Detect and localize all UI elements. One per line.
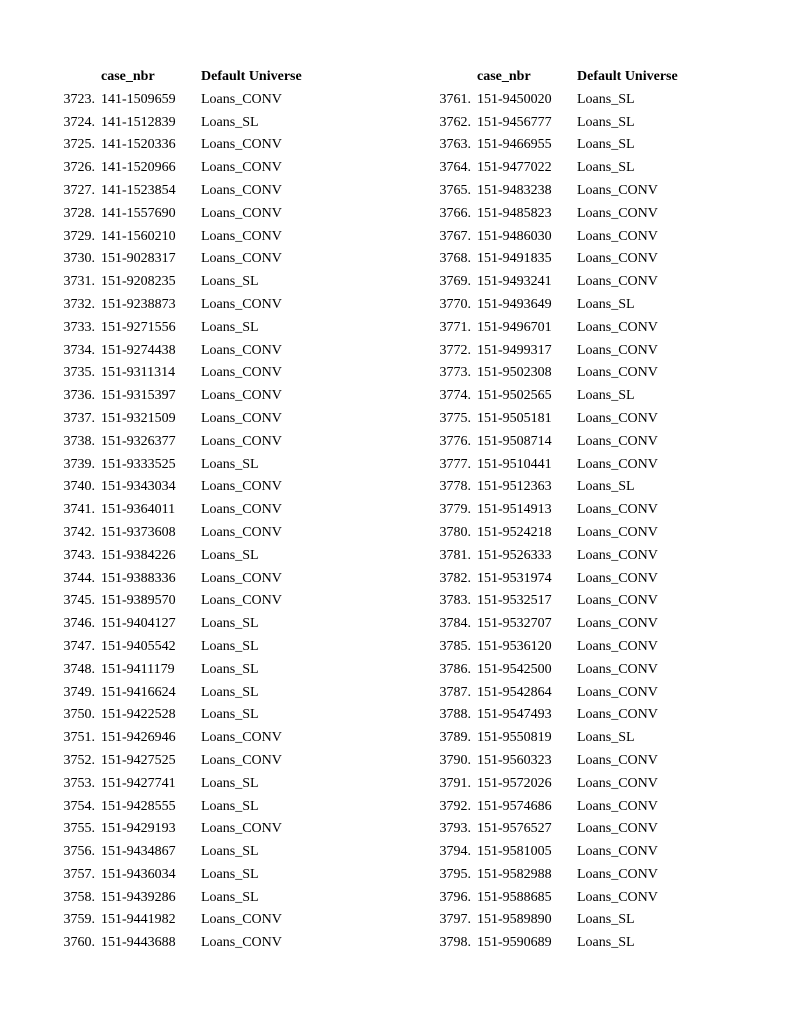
universe-cell: Loans_SL bbox=[201, 775, 259, 791]
case-nbr-cell: 151-9532707 bbox=[477, 616, 552, 632]
row-number: 3755. bbox=[63, 821, 95, 837]
case-nbr-cell: 151-9483238 bbox=[477, 182, 552, 198]
case-nbr-cell: 151-9526333 bbox=[477, 547, 552, 563]
universe-cell: Loans_CONV bbox=[201, 912, 282, 928]
row-number: 3790. bbox=[439, 752, 471, 768]
row-number: 3753. bbox=[63, 775, 95, 791]
universe-cell: Loans_CONV bbox=[201, 479, 282, 495]
universe-header: Default Universe bbox=[577, 69, 678, 84]
universe-cell: Loans_CONV bbox=[577, 866, 658, 882]
universe-cell: Loans_CONV bbox=[577, 775, 658, 791]
case-nbr-cell: 151-9343034 bbox=[101, 479, 176, 495]
universe-cell: Loans_CONV bbox=[201, 410, 282, 426]
universe-cell: Loans_CONV bbox=[577, 821, 658, 837]
universe-cell: Loans_SL bbox=[577, 730, 635, 746]
case-nbr-cell: 151-9429193 bbox=[101, 821, 176, 837]
case-nbr-cell: 151-9439286 bbox=[101, 889, 176, 905]
case-nbr-cell: 151-9582988 bbox=[477, 866, 552, 882]
universe-cell: Loans_SL bbox=[201, 661, 259, 677]
row-number: 3766. bbox=[439, 205, 471, 221]
row-number: 3763. bbox=[439, 137, 471, 153]
row-number: 3730. bbox=[63, 251, 95, 267]
row-number: 3759. bbox=[63, 912, 95, 928]
universe-cell: Loans_CONV bbox=[201, 752, 282, 768]
row-number: 3775. bbox=[439, 410, 471, 426]
row-number: 3757. bbox=[63, 866, 95, 882]
case-nbr-cell: 151-9443688 bbox=[101, 935, 176, 951]
universe-cell: Loans_SL bbox=[201, 684, 259, 700]
case-nbr-cell: 151-9589890 bbox=[477, 912, 552, 928]
case-nbr-cell: 151-9505181 bbox=[477, 410, 552, 426]
universe-cell: Loans_CONV bbox=[577, 661, 658, 677]
universe-cell: Loans_SL bbox=[201, 638, 259, 654]
row-number: 3764. bbox=[439, 160, 471, 176]
universe-cell: Loans_CONV bbox=[201, 251, 282, 267]
case-nbr-cell: 141-1560210 bbox=[101, 228, 176, 244]
universe-cell: Loans_SL bbox=[577, 296, 635, 312]
universe-cell: Loans_CONV bbox=[577, 593, 658, 609]
case-nbr-cell: 141-1557690 bbox=[101, 205, 176, 221]
universe-cell: Loans_SL bbox=[577, 91, 635, 107]
universe-cell: Loans_SL bbox=[201, 274, 259, 290]
case-nbr-header: case_nbr bbox=[477, 69, 531, 84]
row-number: 3774. bbox=[439, 388, 471, 404]
row-number: 3749. bbox=[63, 684, 95, 700]
case-nbr-cell: 151-9274438 bbox=[101, 342, 176, 358]
row-number: 3732. bbox=[63, 296, 95, 312]
row-number: 3760. bbox=[63, 935, 95, 951]
case-nbr-cell: 151-9321509 bbox=[101, 410, 176, 426]
row-number: 3743. bbox=[63, 547, 95, 563]
row-number: 3769. bbox=[439, 274, 471, 290]
case-nbr-cell: 151-9028317 bbox=[101, 251, 176, 267]
case-nbr-cell: 151-9315397 bbox=[101, 388, 176, 404]
universe-cell: Loans_SL bbox=[201, 889, 259, 905]
row-number: 3780. bbox=[439, 524, 471, 540]
case-nbr-cell: 151-9547493 bbox=[477, 707, 552, 723]
row-number: 3779. bbox=[439, 502, 471, 518]
case-nbr-cell: 151-9427741 bbox=[101, 775, 176, 791]
case-nbr-cell: 151-9422528 bbox=[101, 707, 176, 723]
case-nbr-cell: 151-9477022 bbox=[477, 160, 552, 176]
universe-cell: Loans_SL bbox=[577, 137, 635, 153]
universe-cell: Loans_CONV bbox=[577, 410, 658, 426]
row-number: 3738. bbox=[63, 433, 95, 449]
case-nbr-cell: 141-1520336 bbox=[101, 137, 176, 153]
universe-cell: Loans_SL bbox=[201, 844, 259, 860]
case-nbr-cell: 151-9508714 bbox=[477, 433, 552, 449]
row-number: 3797. bbox=[439, 912, 471, 928]
case-nbr-cell: 151-9542864 bbox=[477, 684, 552, 700]
universe-cell: Loans_CONV bbox=[577, 889, 658, 905]
case-nbr-cell: 151-9512363 bbox=[477, 479, 552, 495]
universe-cell: Loans_CONV bbox=[201, 593, 282, 609]
case-nbr-cell: 151-9550819 bbox=[477, 730, 552, 746]
row-number: 3735. bbox=[63, 365, 95, 381]
universe-cell: Loans_CONV bbox=[201, 205, 282, 221]
case-nbr-cell: 151-9373608 bbox=[101, 524, 176, 540]
case-nbr-cell: 151-9333525 bbox=[101, 456, 176, 472]
row-number: 3784. bbox=[439, 616, 471, 632]
universe-cell: Loans_SL bbox=[577, 388, 635, 404]
case-nbr-cell: 151-9502308 bbox=[477, 365, 552, 381]
row-number: 3750. bbox=[63, 707, 95, 723]
universe-cell: Loans_CONV bbox=[577, 365, 658, 381]
universe-cell: Loans_CONV bbox=[577, 547, 658, 563]
case-nbr-cell: 151-9514913 bbox=[477, 502, 552, 518]
row-number: 3740. bbox=[63, 479, 95, 495]
row-number: 3792. bbox=[439, 798, 471, 814]
row-number: 3747. bbox=[63, 638, 95, 654]
row-number: 3758. bbox=[63, 889, 95, 905]
universe-cell: Loans_SL bbox=[201, 616, 259, 632]
universe-cell: Loans_CONV bbox=[577, 456, 658, 472]
case-nbr-cell: 151-9364011 bbox=[101, 502, 176, 518]
universe-cell: Loans_CONV bbox=[201, 821, 282, 837]
row-number: 3778. bbox=[439, 479, 471, 495]
universe-cell: Loans_SL bbox=[201, 798, 259, 814]
universe-cell: Loans_SL bbox=[577, 160, 635, 176]
row-number: 3789. bbox=[439, 730, 471, 746]
row-number: 3787. bbox=[439, 684, 471, 700]
case-nbr-cell: 151-9574686 bbox=[477, 798, 552, 814]
universe-cell: Loans_CONV bbox=[201, 137, 282, 153]
row-number: 3727. bbox=[63, 182, 95, 198]
case-nbr-cell: 151-9404127 bbox=[101, 616, 176, 632]
universe-cell: Loans_CONV bbox=[201, 433, 282, 449]
universe-cell: Loans_CONV bbox=[201, 182, 282, 198]
case-nbr-cell: 151-9491835 bbox=[477, 251, 552, 267]
case-nbr-cell: 141-1512839 bbox=[101, 114, 176, 130]
case-nbr-cell: 151-9411179 bbox=[101, 661, 175, 677]
universe-cell: Loans_CONV bbox=[577, 638, 658, 654]
row-number: 3725. bbox=[63, 137, 95, 153]
case-nbr-cell: 151-9427525 bbox=[101, 752, 176, 768]
case-nbr-cell: 151-9542500 bbox=[477, 661, 552, 677]
universe-cell: Loans_SL bbox=[577, 935, 635, 951]
row-number: 3723. bbox=[63, 91, 95, 107]
case-nbr-cell: 151-9486030 bbox=[477, 228, 552, 244]
case-nbr-cell: 151-9208235 bbox=[101, 274, 176, 290]
row-number: 3731. bbox=[63, 274, 95, 290]
universe-cell: Loans_CONV bbox=[577, 342, 658, 358]
row-number: 3734. bbox=[63, 342, 95, 358]
row-number: 3756. bbox=[63, 844, 95, 860]
universe-cell: Loans_CONV bbox=[577, 205, 658, 221]
case-nbr-cell: 151-9510441 bbox=[477, 456, 552, 472]
case-nbr-cell: 151-9436034 bbox=[101, 866, 176, 882]
universe-cell: Loans_CONV bbox=[201, 91, 282, 107]
case-nbr-cell: 151-9588685 bbox=[477, 889, 552, 905]
universe-cell: Loans_CONV bbox=[201, 935, 282, 951]
case-nbr-cell: 151-9271556 bbox=[101, 319, 176, 335]
case-nbr-cell: 151-9496701 bbox=[477, 319, 552, 335]
universe-cell: Loans_SL bbox=[201, 866, 259, 882]
case-nbr-cell: 151-9531974 bbox=[477, 570, 552, 586]
row-number: 3751. bbox=[63, 730, 95, 746]
universe-cell: Loans_CONV bbox=[201, 570, 282, 586]
universe-cell: Loans_SL bbox=[577, 114, 635, 130]
case-nbr-cell: 151-9416624 bbox=[101, 684, 176, 700]
row-number: 3791. bbox=[439, 775, 471, 791]
row-number: 3754. bbox=[63, 798, 95, 814]
case-nbr-cell: 151-9572026 bbox=[477, 775, 552, 791]
row-number: 3795. bbox=[439, 866, 471, 882]
row-number: 3742. bbox=[63, 524, 95, 540]
case-nbr-cell: 151-9311314 bbox=[101, 365, 176, 381]
universe-cell: Loans_CONV bbox=[201, 342, 282, 358]
universe-cell: Loans_SL bbox=[201, 707, 259, 723]
universe-cell: Loans_CONV bbox=[577, 616, 658, 632]
case-nbr-cell: 151-9426946 bbox=[101, 730, 176, 746]
case-nbr-cell: 151-9450020 bbox=[477, 91, 552, 107]
row-number: 3781. bbox=[439, 547, 471, 563]
universe-cell: Loans_CONV bbox=[577, 228, 658, 244]
case-nbr-cell: 151-9388336 bbox=[101, 570, 176, 586]
case-nbr-cell: 151-9456777 bbox=[477, 114, 552, 130]
row-number: 3729. bbox=[63, 228, 95, 244]
case-nbr-cell: 151-9524218 bbox=[477, 524, 552, 540]
case-nbr-cell: 151-9434867 bbox=[101, 844, 176, 860]
universe-cell: Loans_CONV bbox=[201, 228, 282, 244]
row-number: 3728. bbox=[63, 205, 95, 221]
case-nbr-cell: 151-9493649 bbox=[477, 296, 552, 312]
row-number: 3793. bbox=[439, 821, 471, 837]
row-number: 3739. bbox=[63, 456, 95, 472]
row-number: 3767. bbox=[439, 228, 471, 244]
case-nbr-cell: 151-9532517 bbox=[477, 593, 552, 609]
universe-cell: Loans_CONV bbox=[201, 388, 282, 404]
universe-cell: Loans_CONV bbox=[577, 684, 658, 700]
case-nbr-cell: 141-1509659 bbox=[101, 91, 176, 107]
case-nbr-cell: 151-9590689 bbox=[477, 935, 552, 951]
row-number: 3788. bbox=[439, 707, 471, 723]
row-number: 3748. bbox=[63, 661, 95, 677]
row-number: 3761. bbox=[439, 91, 471, 107]
universe-cell: Loans_CONV bbox=[577, 798, 658, 814]
case-nbr-cell: 151-9389570 bbox=[101, 593, 176, 609]
universe-cell: Loans_CONV bbox=[577, 274, 658, 290]
universe-cell: Loans_CONV bbox=[577, 707, 658, 723]
case-nbr-cell: 151-9499317 bbox=[477, 342, 552, 358]
universe-cell: Loans_CONV bbox=[201, 160, 282, 176]
case-nbr-cell: 151-9466955 bbox=[477, 137, 552, 153]
row-number: 3770. bbox=[439, 296, 471, 312]
universe-cell: Loans_CONV bbox=[201, 730, 282, 746]
row-number: 3733. bbox=[63, 319, 95, 335]
row-number: 3726. bbox=[63, 160, 95, 176]
row-number: 3794. bbox=[439, 844, 471, 860]
row-number: 3744. bbox=[63, 570, 95, 586]
row-number: 3741. bbox=[63, 502, 95, 518]
row-number: 3798. bbox=[439, 935, 471, 951]
row-number: 3771. bbox=[439, 319, 471, 335]
row-number: 3796. bbox=[439, 889, 471, 905]
case-nbr-cell: 151-9581005 bbox=[477, 844, 552, 860]
row-number: 3737. bbox=[63, 410, 95, 426]
case-nbr-cell: 151-9502565 bbox=[477, 388, 552, 404]
universe-cell: Loans_CONV bbox=[577, 502, 658, 518]
case-nbr-cell: 141-1520966 bbox=[101, 160, 176, 176]
universe-cell: Loans_SL bbox=[201, 319, 259, 335]
universe-cell: Loans_SL bbox=[201, 114, 259, 130]
universe-cell: Loans_SL bbox=[201, 456, 259, 472]
case-nbr-cell: 151-9536120 bbox=[477, 638, 552, 654]
universe-cell: Loans_SL bbox=[577, 479, 635, 495]
row-number: 3736. bbox=[63, 388, 95, 404]
universe-cell: Loans_CONV bbox=[577, 844, 658, 860]
case-nbr-cell: 151-9405542 bbox=[101, 638, 176, 654]
row-number: 3773. bbox=[439, 365, 471, 381]
universe-cell: Loans_CONV bbox=[577, 182, 658, 198]
case-nbr-cell: 151-9485823 bbox=[477, 205, 552, 221]
universe-header: Default Universe bbox=[201, 69, 302, 84]
case-nbr-cell: 151-9428555 bbox=[101, 798, 176, 814]
case-nbr-cell: 151-9493241 bbox=[477, 274, 552, 290]
case-nbr-cell: 141-1523854 bbox=[101, 182, 176, 198]
row-number: 3724. bbox=[63, 114, 95, 130]
universe-cell: Loans_CONV bbox=[577, 570, 658, 586]
case-nbr-cell: 151-9326377 bbox=[101, 433, 176, 449]
universe-cell: Loans_CONV bbox=[201, 502, 282, 518]
universe-cell: Loans_CONV bbox=[577, 251, 658, 267]
row-number: 3782. bbox=[439, 570, 471, 586]
row-number: 3768. bbox=[439, 251, 471, 267]
row-number: 3783. bbox=[439, 593, 471, 609]
case-nbr-header: case_nbr bbox=[101, 69, 155, 84]
universe-cell: Loans_CONV bbox=[201, 365, 282, 381]
universe-cell: Loans_SL bbox=[577, 912, 635, 928]
case-nbr-cell: 151-9384226 bbox=[101, 547, 176, 563]
universe-cell: Loans_SL bbox=[201, 547, 259, 563]
universe-cell: Loans_CONV bbox=[577, 319, 658, 335]
row-number: 3772. bbox=[439, 342, 471, 358]
row-number: 3776. bbox=[439, 433, 471, 449]
universe-cell: Loans_CONV bbox=[577, 752, 658, 768]
row-number: 3762. bbox=[439, 114, 471, 130]
universe-cell: Loans_CONV bbox=[577, 524, 658, 540]
case-nbr-cell: 151-9560323 bbox=[477, 752, 552, 768]
row-number: 3785. bbox=[439, 638, 471, 654]
row-number: 3765. bbox=[439, 182, 471, 198]
row-number: 3746. bbox=[63, 616, 95, 632]
case-nbr-cell: 151-9576527 bbox=[477, 821, 552, 837]
row-number: 3786. bbox=[439, 661, 471, 677]
case-nbr-cell: 151-9238873 bbox=[101, 296, 176, 312]
row-number: 3777. bbox=[439, 456, 471, 472]
row-number: 3745. bbox=[63, 593, 95, 609]
universe-cell: Loans_CONV bbox=[577, 433, 658, 449]
row-number: 3752. bbox=[63, 752, 95, 768]
universe-cell: Loans_CONV bbox=[201, 296, 282, 312]
case-nbr-cell: 151-9441982 bbox=[101, 912, 176, 928]
universe-cell: Loans_CONV bbox=[201, 524, 282, 540]
